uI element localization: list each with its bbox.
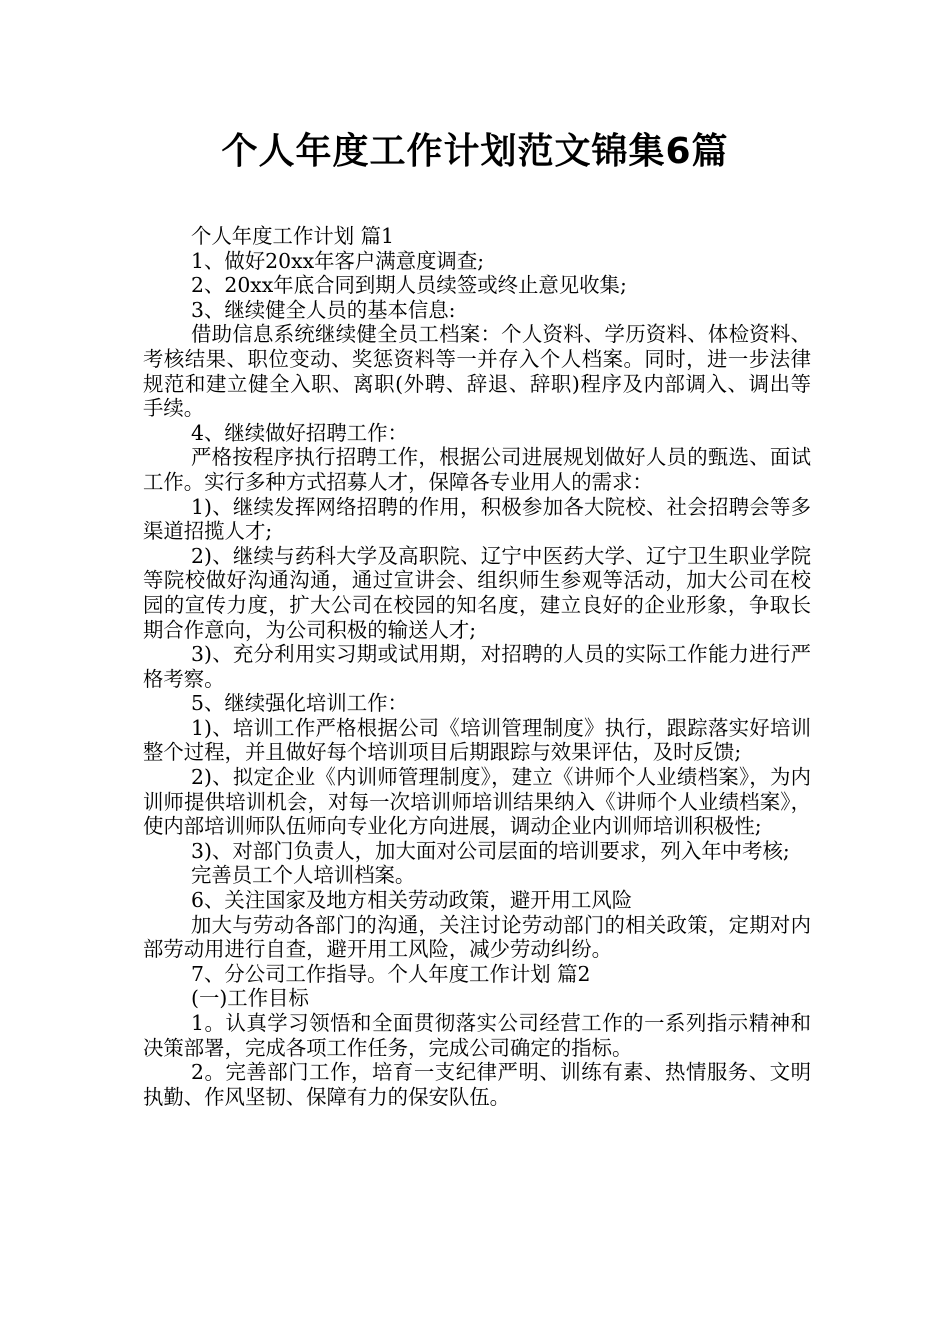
paragraph: 2)、继续与药科大学及高职院、辽宁中医药大学、辽宁卫生职业学院等院校做好沟通沟通，通过宣讲会、组织师生参观等活动，加大公司在校园的宣传力度，扩大公司在校园的知名度，建立良好的企业形象，争取长期合作意向，为公司积极的输送人才; <box>143 543 811 642</box>
paragraph: 4、继续做好招聘工作： <box>191 420 408 445</box>
paragraph: 2)、拟定企业《内训师管理制度》，建立《讲师个人业绩档案》，为内训师提供培训机会，对每一次培训师培训结果纳入《讲师个人业绩档案》，使内部培训师队伍师向专业化方向进展，调动企业内训师培训积极性; <box>143 765 811 839</box>
paragraph: 3、继续健全人员的基本信息: <box>191 297 456 322</box>
paragraph: 加大与劳动各部门的沟通，关注讨论劳动部门的相关政策，定期对内部劳动用进行自查，避开用工风险，减少劳动纠纷。 <box>143 912 811 962</box>
paragraph: 2、20xx年底合同到期人员续签或终止意见收集; <box>191 273 627 298</box>
paragraph: 2。完善部门工作，培育一支纪律严明、训练有素、热情服务、文明执勤、作风坚韧、保障有力的保安队伍。 <box>143 1060 811 1109</box>
document-title: 个人年度工作计划范文锦集6篇 <box>221 131 729 172</box>
paragraph: 借助信息系统继续健全员工档案：个人资料、学历资料、体检资料、考核结果、职位变动、奖惩资料等一并存入个人档案。同时，进一步法律规范和建立健全入职、离职(外聘、辞退、辞职)程序及内部调入、调出等手续。 <box>143 322 811 421</box>
paragraph: 1、做好20xx年客户满意度调查; <box>191 248 485 273</box>
paragraph: 完善员工个人培训档案。 <box>191 863 416 888</box>
paragraph: (一)工作目标 <box>191 986 309 1011</box>
paragraph: 1)、继续发挥网络招聘的作用，积极参加各大院校、社会招聘会等多渠道招揽人才; <box>143 494 811 544</box>
paragraph: 1。认真学习领悟和全面贯彻落实公司经营工作的一系列指示精神和决策部署，完成各项工作任务，完成公司确定的指标。 <box>143 1011 811 1060</box>
paragraph: 5、继续强化培训工作： <box>191 691 408 716</box>
paragraph: 个人年度工作计划 篇1 <box>191 224 394 248</box>
paragraph: 1)、培训工作严格根据公司《培训管理制度》执行，跟踪落实好培训整个过程，并且做好每个培训项目后期跟踪与效果评估，及时反馈; <box>143 715 811 765</box>
paragraph: 严格按程序执行招聘工作，根据公司进展规划做好人员的甄选、面试工作。实行多种方式招募人才，保障各专业用人的需求： <box>143 445 811 494</box>
paragraph: 3)、充分利用实习期或试用期，对招聘的人员的实际工作能力进行严格考察。 <box>143 642 811 691</box>
paragraph: 3)、对部门负责人，加大面对公司层面的培训要求，列入年中考核; <box>191 838 790 863</box>
paragraph: 6、关注国家及地方相关劳动政策，避开用工风险 <box>191 888 633 913</box>
document-body <box>143 224 811 1109</box>
paragraph: 7、分公司工作指导。个人年度工作计划 篇2 <box>191 961 591 986</box>
